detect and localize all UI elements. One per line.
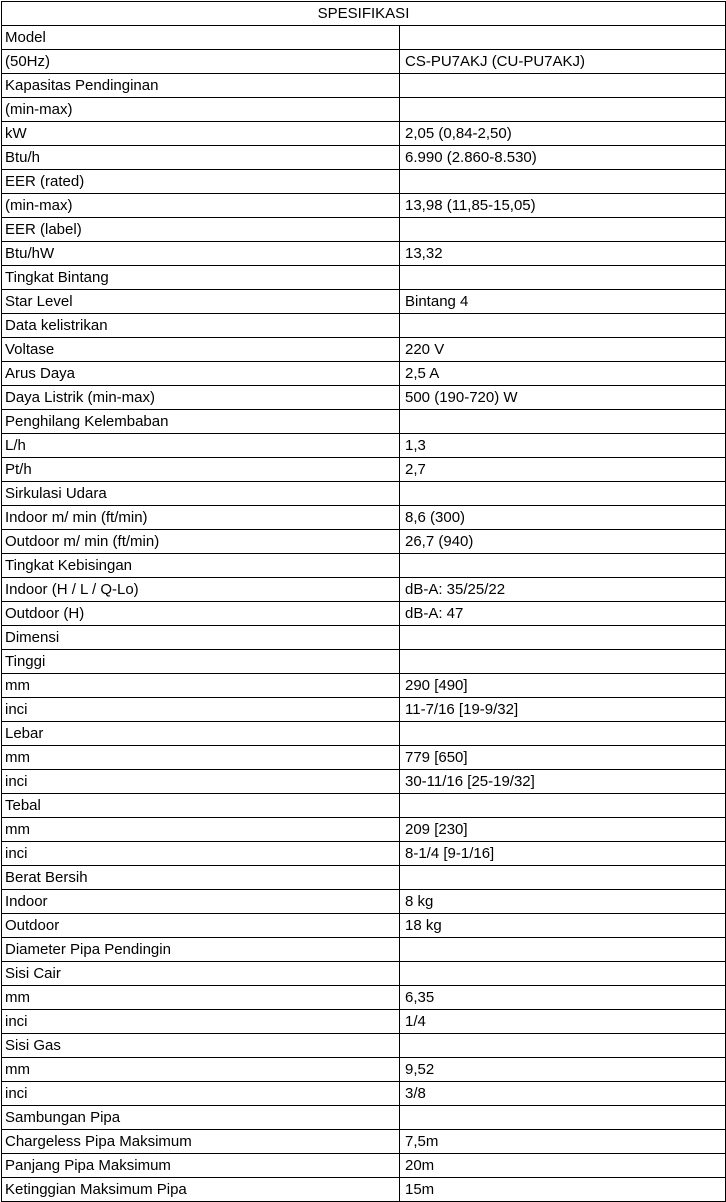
row-label: inci bbox=[2, 1010, 400, 1034]
table-row bbox=[2, 962, 726, 986]
table-row bbox=[2, 506, 726, 530]
table-row bbox=[2, 938, 726, 962]
row-value: 2,05 (0,84-2,50) bbox=[400, 122, 726, 146]
row-value bbox=[400, 314, 726, 338]
row-value bbox=[400, 722, 726, 746]
row-label: Dimensi bbox=[2, 626, 400, 650]
table-title: SPESIFIKASI bbox=[2, 2, 726, 26]
row-value: 11-7/16 [19-9/32] bbox=[400, 698, 726, 722]
row-value: 8 kg bbox=[400, 890, 726, 914]
table-row bbox=[2, 794, 726, 818]
row-value: 1/4 bbox=[400, 1010, 726, 1034]
table-row bbox=[2, 578, 726, 602]
row-value bbox=[400, 482, 726, 506]
table-row bbox=[2, 122, 726, 146]
row-label: Model bbox=[2, 26, 400, 50]
row-value: 8,6 (300) bbox=[400, 506, 726, 530]
row-label: Tingkat Bintang bbox=[2, 266, 400, 290]
row-label: (min-max) bbox=[2, 194, 400, 218]
row-value bbox=[400, 626, 726, 650]
table-row bbox=[2, 410, 726, 434]
row-value: Bintang 4 bbox=[400, 290, 726, 314]
row-label: inci bbox=[2, 842, 400, 866]
row-label: Btu/hW bbox=[2, 242, 400, 266]
row-label: Arus Daya bbox=[2, 362, 400, 386]
row-value bbox=[400, 98, 726, 122]
row-label: Indoor (H / L / Q-Lo) bbox=[2, 578, 400, 602]
table-row bbox=[2, 338, 726, 362]
row-value bbox=[400, 650, 726, 674]
table-row bbox=[2, 674, 726, 698]
row-value bbox=[400, 74, 726, 98]
row-label: EER (label) bbox=[2, 218, 400, 242]
row-label: Sirkulasi Udara bbox=[2, 482, 400, 506]
row-label: Penghilang Kelembaban bbox=[2, 410, 400, 434]
row-value bbox=[400, 962, 726, 986]
row-label: Ketinggian Maksimum Pipa bbox=[2, 1178, 400, 1202]
table-row bbox=[2, 650, 726, 674]
table-row bbox=[2, 386, 726, 410]
row-label: mm bbox=[2, 818, 400, 842]
row-label: Outdoor (H) bbox=[2, 602, 400, 626]
row-value bbox=[400, 266, 726, 290]
row-label: Data kelistrikan bbox=[2, 314, 400, 338]
row-value: 26,7 (940) bbox=[400, 530, 726, 554]
row-label: Tingkat Kebisingan bbox=[2, 554, 400, 578]
table-row bbox=[2, 362, 726, 386]
row-label: mm bbox=[2, 986, 400, 1010]
table-row bbox=[2, 530, 726, 554]
table-row bbox=[2, 26, 726, 50]
row-value bbox=[400, 938, 726, 962]
table-row bbox=[2, 218, 726, 242]
row-label: (50Hz) bbox=[2, 50, 400, 74]
table-row bbox=[2, 626, 726, 650]
table-row bbox=[2, 290, 726, 314]
row-label: Panjang Pipa Maksimum bbox=[2, 1154, 400, 1178]
table-row bbox=[2, 770, 726, 794]
row-label: Outdoor bbox=[2, 914, 400, 938]
row-value: CS-PU7AKJ (CU-PU7AKJ) bbox=[400, 50, 726, 74]
row-label: inci bbox=[2, 770, 400, 794]
row-label: kW bbox=[2, 122, 400, 146]
row-label: Indoor bbox=[2, 890, 400, 914]
row-value: dB-A: 35/25/22 bbox=[400, 578, 726, 602]
table-row bbox=[2, 1106, 726, 1130]
table-row bbox=[2, 986, 726, 1010]
row-value: 2,5 A bbox=[400, 362, 726, 386]
table-row bbox=[2, 890, 726, 914]
row-value: 20m bbox=[400, 1154, 726, 1178]
table-row bbox=[2, 602, 726, 626]
row-label: Kapasitas Pendinginan bbox=[2, 74, 400, 98]
row-label: Btu/h bbox=[2, 146, 400, 170]
row-label: Sambungan Pipa bbox=[2, 1106, 400, 1130]
row-value bbox=[400, 410, 726, 434]
row-value bbox=[400, 26, 726, 50]
table-row bbox=[2, 1130, 726, 1154]
row-value bbox=[400, 1034, 726, 1058]
row-label: Daya Listrik (min-max) bbox=[2, 386, 400, 410]
row-value: 3/8 bbox=[400, 1082, 726, 1106]
table-row bbox=[2, 1154, 726, 1178]
row-label: L/h bbox=[2, 434, 400, 458]
row-value bbox=[400, 1106, 726, 1130]
table-row bbox=[2, 314, 726, 338]
row-value: 2,7 bbox=[400, 458, 726, 482]
table-row bbox=[2, 746, 726, 770]
table-row bbox=[2, 242, 726, 266]
row-label: Pt/h bbox=[2, 458, 400, 482]
row-value: 220 V bbox=[400, 338, 726, 362]
row-value: 500 (190-720) W bbox=[400, 386, 726, 410]
title-row bbox=[2, 2, 726, 26]
row-label: Sisi Cair bbox=[2, 962, 400, 986]
row-label: Star Level bbox=[2, 290, 400, 314]
table-row bbox=[2, 266, 726, 290]
row-value: 30-11/16 [25-19/32] bbox=[400, 770, 726, 794]
table-row bbox=[2, 842, 726, 866]
row-value: 290 [490] bbox=[400, 674, 726, 698]
row-value bbox=[400, 170, 726, 194]
row-label: Outdoor m/ min (ft/min) bbox=[2, 530, 400, 554]
table-row bbox=[2, 74, 726, 98]
table-row bbox=[2, 1178, 726, 1202]
row-label: Indoor m/ min (ft/min) bbox=[2, 506, 400, 530]
row-value: dB-A: 47 bbox=[400, 602, 726, 626]
row-value bbox=[400, 866, 726, 890]
row-value: 15m bbox=[400, 1178, 726, 1202]
table-row bbox=[2, 50, 726, 74]
row-value: 6.990 (2.860-8.530) bbox=[400, 146, 726, 170]
table-row bbox=[2, 146, 726, 170]
table-row bbox=[2, 1082, 726, 1106]
row-label: mm bbox=[2, 746, 400, 770]
row-label: Sisi Gas bbox=[2, 1034, 400, 1058]
row-label: Diameter Pipa Pendingin bbox=[2, 938, 400, 962]
row-value: 6,35 bbox=[400, 986, 726, 1010]
row-value: 9,52 bbox=[400, 1058, 726, 1082]
row-label: Berat Bersih bbox=[2, 866, 400, 890]
row-value: 18 kg bbox=[400, 914, 726, 938]
table-row bbox=[2, 722, 726, 746]
row-label: Tebal bbox=[2, 794, 400, 818]
row-value: 8-1/4 [9-1/16] bbox=[400, 842, 726, 866]
row-label: inci bbox=[2, 698, 400, 722]
row-value: 13,98 (11,85-15,05) bbox=[400, 194, 726, 218]
row-value: 209 [230] bbox=[400, 818, 726, 842]
row-label: (min-max) bbox=[2, 98, 400, 122]
spec-sheet bbox=[0, 1, 726, 1202]
row-value: 7,5m bbox=[400, 1130, 726, 1154]
table-row bbox=[2, 866, 726, 890]
table-row bbox=[2, 914, 726, 938]
table-row bbox=[2, 482, 726, 506]
row-value bbox=[400, 218, 726, 242]
row-value: 1,3 bbox=[400, 434, 726, 458]
row-value: 779 [650] bbox=[400, 746, 726, 770]
row-label: EER (rated) bbox=[2, 170, 400, 194]
row-value bbox=[400, 794, 726, 818]
row-value: 13,32 bbox=[400, 242, 726, 266]
table-row bbox=[2, 1010, 726, 1034]
table-row bbox=[2, 698, 726, 722]
row-label: mm bbox=[2, 674, 400, 698]
table-row bbox=[2, 818, 726, 842]
row-label: Tinggi bbox=[2, 650, 400, 674]
row-label: Voltase bbox=[2, 338, 400, 362]
row-value bbox=[400, 554, 726, 578]
table-row bbox=[2, 170, 726, 194]
row-label: inci bbox=[2, 1082, 400, 1106]
table-row bbox=[2, 554, 726, 578]
table-row bbox=[2, 458, 726, 482]
table-row bbox=[2, 1058, 726, 1082]
table-row bbox=[2, 1034, 726, 1058]
table-row bbox=[2, 194, 726, 218]
row-label: Chargeless Pipa Maksimum bbox=[2, 1130, 400, 1154]
table-row bbox=[2, 434, 726, 458]
table-row bbox=[2, 98, 726, 122]
row-label: Lebar bbox=[2, 722, 400, 746]
spec-table bbox=[1, 1, 726, 1202]
spec-body bbox=[2, 26, 726, 1202]
row-label: mm bbox=[2, 1058, 400, 1082]
